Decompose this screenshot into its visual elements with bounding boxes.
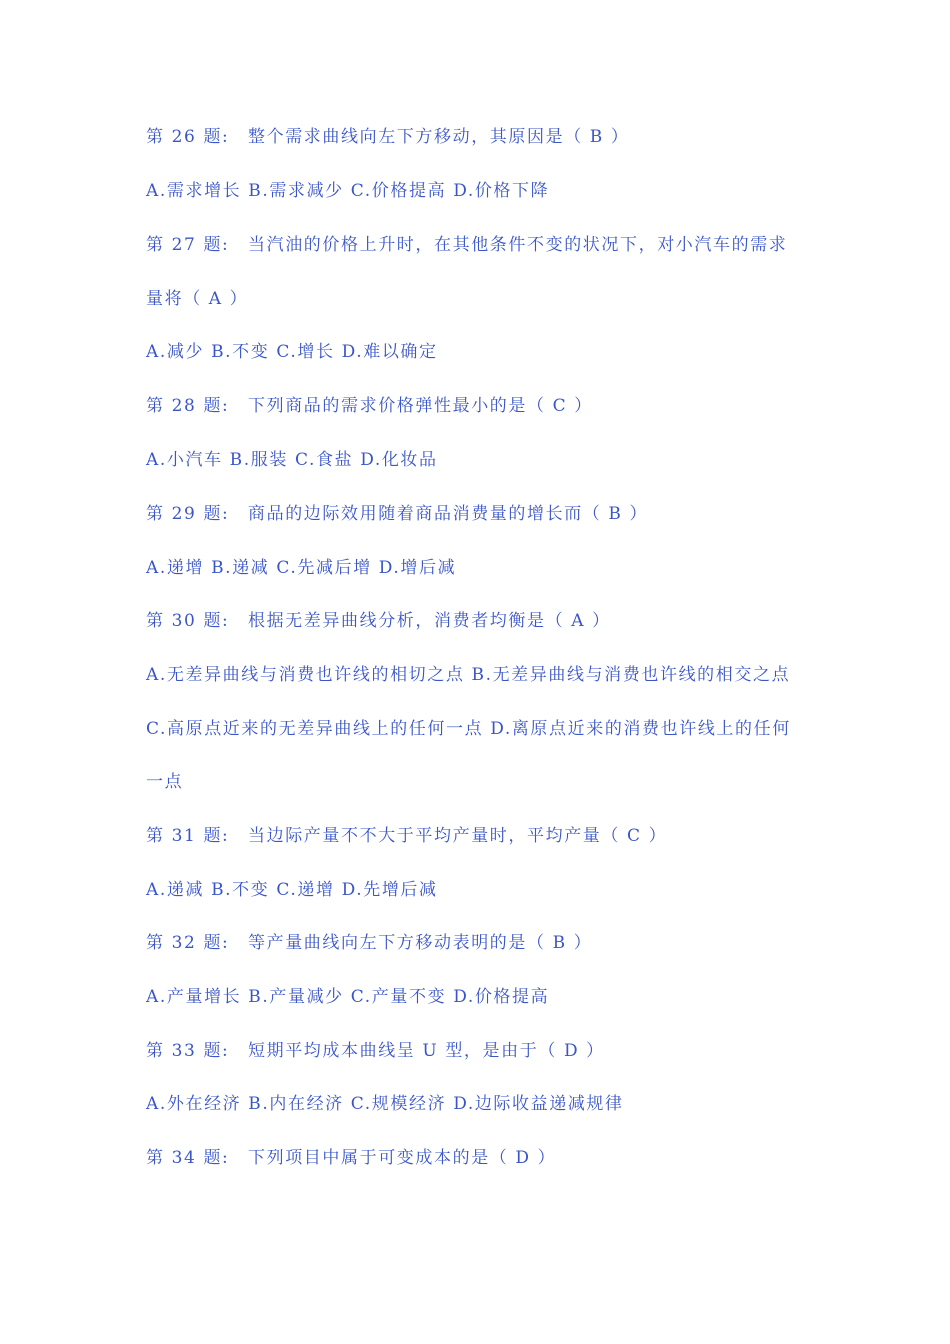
question-stem: 根据无差异曲线分析，消费者均衡是（ A ） xyxy=(248,611,611,631)
question-27-options: A.减少 B.不变 C.增长 D.难以确定 xyxy=(146,342,438,362)
question-number: 第 32 题: xyxy=(146,933,230,953)
question-stem: 当汽油的价格上升时，在其他条件不变的状况下，对小汽车的需求 xyxy=(248,235,788,255)
question-34-stem-line xyxy=(146,1147,816,1169)
question-30-stem-line xyxy=(146,610,816,632)
question-31-options: A.递减 B.不变 C.递增 D.先增后减 xyxy=(146,880,438,900)
question-stem: 下列商品的需求价格弹性最小的是（ C ） xyxy=(248,396,593,416)
question-stem: 短期平均成本曲线呈 U 型，是由于（ D ） xyxy=(248,1041,605,1061)
question-31-stem-line xyxy=(146,825,816,847)
question-28-stem-line xyxy=(146,395,816,417)
question-32-stem-line xyxy=(146,932,816,954)
question-stem: 等产量曲线向左下方移动表明的是（ B ） xyxy=(248,933,593,953)
question-30-options-line-2: C.高原点近来的无差异曲线上的任何一点 D.离原点近来的消费也许线上的任何 xyxy=(146,719,791,739)
question-26-options: A.需求增长 B.需求减少 C.价格提高 D.价格下降 xyxy=(146,181,550,201)
question-stem: 商品的边际效用随着商品消费量的增长而（ B ） xyxy=(248,504,649,524)
question-28-options: A.小汽车 B.服装 C.食盐 D.化妆品 xyxy=(146,450,438,470)
question-number: 第 31 题: xyxy=(146,826,230,846)
question-number: 第 33 题: xyxy=(146,1041,230,1061)
question-number: 第 34 题: xyxy=(146,1148,230,1168)
question-number: 第 29 题: xyxy=(146,504,230,524)
question-27-stem-line xyxy=(146,234,816,256)
question-27-stem-continuation: 量将（ A ） xyxy=(146,289,249,309)
question-33-options: A.外在经济 B.内在经济 C.规模经济 D.边际收益递减规律 xyxy=(146,1094,624,1114)
question-number: 第 30 题: xyxy=(146,611,230,631)
question-30-options-line-3: 一点 xyxy=(146,772,184,792)
question-26-stem-line xyxy=(146,126,816,148)
question-number: 第 26 题: xyxy=(146,127,230,147)
question-33-stem-line xyxy=(146,1040,816,1062)
question-30-options-line-1: A.无差异曲线与消费也许线的相切之点 B.无差异曲线与消费也许线的相交之点 xyxy=(146,665,791,685)
question-32-options: A.产量增长 B.产量减少 C.产量不变 D.价格提高 xyxy=(146,987,550,1007)
question-stem: 当边际产量不不大于平均产量时，平均产量（ C ） xyxy=(248,826,668,846)
question-number: 第 27 题: xyxy=(146,235,230,255)
question-stem: 整个需求曲线向左下方移动，其原因是（ B ） xyxy=(248,127,630,147)
question-stem: 下列项目中属于可变成本的是（ D ） xyxy=(248,1148,557,1168)
question-29-stem-line xyxy=(146,503,816,525)
question-number: 第 28 题: xyxy=(146,396,230,416)
question-29-options: A.递增 B.递减 C.先减后增 D.增后减 xyxy=(146,558,457,578)
